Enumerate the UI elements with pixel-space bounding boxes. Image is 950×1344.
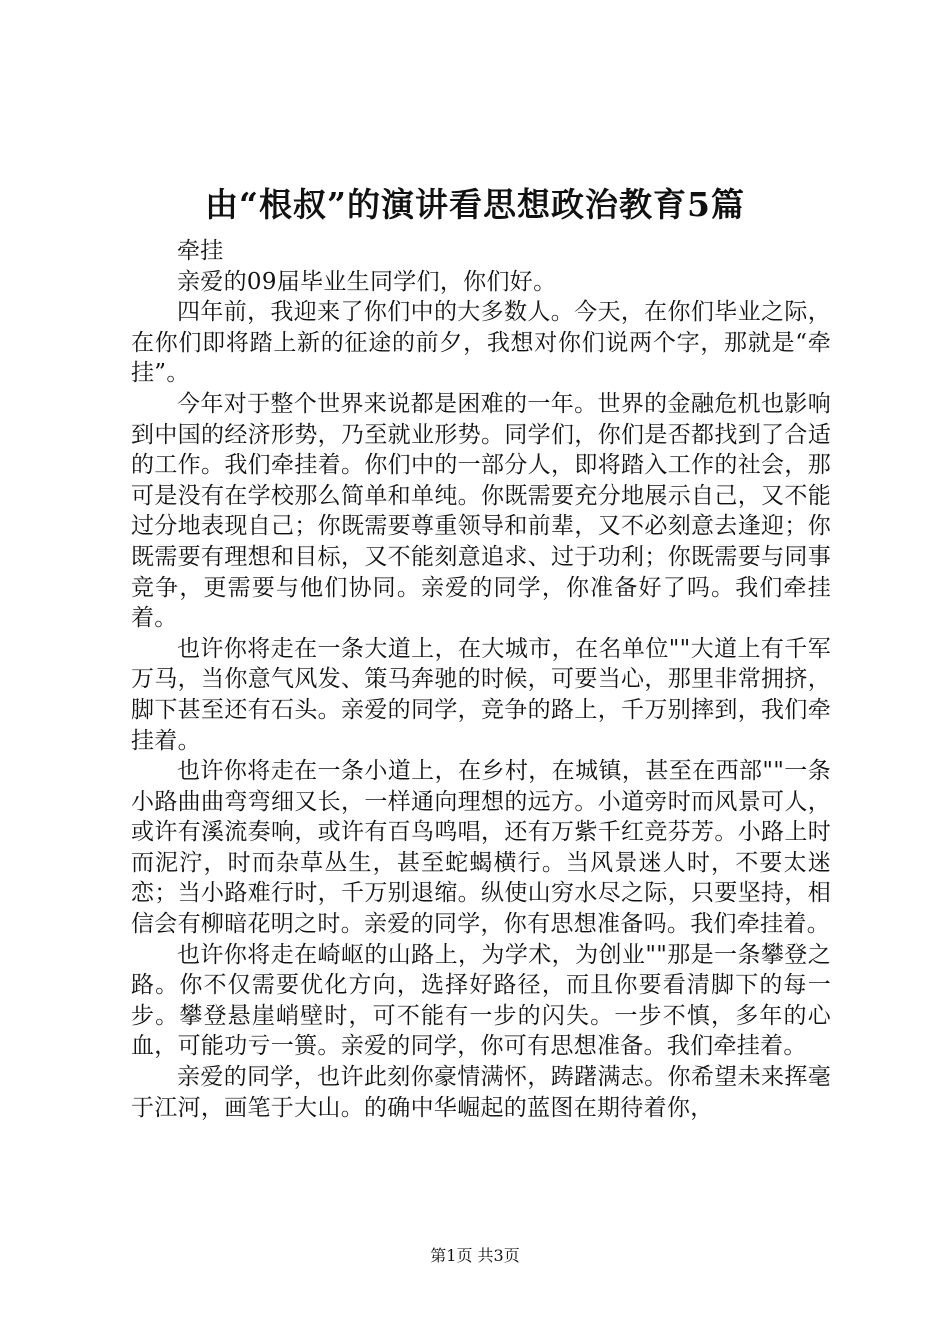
document-title: 由“根叔”的演讲看思想政治教育5篇	[205, 185, 745, 224]
paragraph: 牵挂	[177, 238, 224, 264]
paragraph: 也许你将走在一条小道上，在乡村，在城镇，甚至在西部""一条小路曲曲弯弯细又长，一样通向理想的远方。小道旁时而风景可人，或许有溪流奏响，或许有百鸟鸣唱，还有万紫千红竞芬芳。小路上时而泥泞，时而杂草丛生，甚至蛇蝎横行。当风景迷人时，不要太迷恋；当小路难行时，千万别退缩。纵使山穷水尽之际，只要坚持，相信会有柳暗花明之时。亲爱的同学，你有思想准备吗。我们牵挂着。	[131, 758, 831, 938]
paragraph: 也许你将走在一条大道上，在大城市，在名单位""大道上有千军万马，当你意气风发、策马奔驰的时候，可要当心，那里非常拥挤，脚下甚至还有石头。亲爱的同学，竞争的路上，千万别摔到，我们牵挂着。	[131, 635, 831, 754]
paragraph: 四年前，我迎来了你们中的大多数人。今天，在你们毕业之际，在你们即将踏上新的征途的前夕，我想对你们说两个字，那就是“牵挂”。	[131, 299, 831, 387]
document-body	[131, 236, 831, 1123]
paragraph: 亲爱的同学，也许此刻你豪情满怀，踌躇满志。你希望未来挥毫于江河，画笔于大山。的确中华崛起的蓝图在期待着你，	[131, 1064, 831, 1121]
paragraph: 亲爱的09届毕业生同学们，你们好。	[177, 268, 557, 295]
paragraph: 今年对于整个世界来说都是困难的一年。世界的金融危机也影响到中国的经济形势，乃至就业形势。同学们，你们是否都找到了合适的工作。我们牵挂着。你们中的一部分人，即将踏入工作的社会，那可是没有在学校那么简单和单纯。你既需要充分地展示自己，又不能过分地表现自己；你既需要尊重领导和前辈，又不必刻意去逢迎；你既需要有理想和目标，又不能刻意追求、过于功利；你既需要与同事竞争，更需要与他们协同。亲爱的同学，你准备好了吗。我们牵挂着。	[131, 390, 831, 632]
page-footer: 第1页 共3页	[430, 1246, 520, 1265]
paragraph: 也许你将走在崎岖的山路上，为学术，为创业""那是一条攀登之路。你不仅需要优化方向，选择好路径，而且你要看清脚下的每一步。攀登悬崖峭壁时，可不能有一步的闪失。一步不慎，多年的心血，可能功亏一篑。亲爱的同学，你可有思想准备。我们牵挂着。	[131, 941, 831, 1060]
